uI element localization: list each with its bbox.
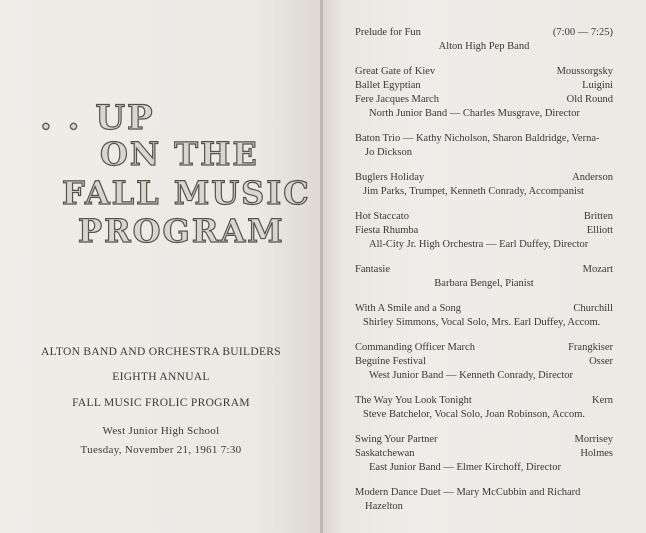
page-fold [320,0,323,533]
program-entry [355,486,613,514]
title-line-4: PROGRAM [78,212,285,250]
edition-label: EIGHTH ANNUAL [112,371,210,383]
performer: All-City Jr. High Orchestra — Earl Duffey, Director [369,239,589,250]
program-row [355,433,613,447]
performer: East Junior Band — Elmer Kirchoff, Director [369,462,561,473]
program-entry [355,65,613,121]
composer: Holmes [580,448,613,459]
composer: Churchill [573,303,613,314]
program-entry [355,341,613,383]
date-time: Tuesday, November 21, 1961 7:30 [80,444,242,456]
performer: Steve Batchelor, Vocal Solo, Joan Robinson, Accom. [363,409,586,420]
organization-name: ALTON BAND AND ORCHESTRA BUILDERS [41,346,281,358]
piece-title: Beguine Festival [355,356,426,367]
composer: Osser [589,356,613,367]
piece-title: Commanding Officer March [355,342,475,353]
composer: Frangkiser [568,342,613,353]
program-row [355,355,613,369]
program-row [355,263,613,277]
program-note-continuation: Jo Dickson [365,147,412,158]
title-line-1: . . UP [40,98,155,138]
composer: Britten [583,211,613,222]
piece-title: Hot Staccato [355,211,409,222]
piece-title: Swing Your Partner [355,434,438,445]
program-entry [355,433,613,475]
program-entry [355,171,613,199]
performer: Shirley Simmons, Vocal Solo, Mrs. Earl Duffey, Accom. [363,317,601,328]
program-entry [355,132,613,160]
program-note [355,486,613,514]
composer: Moussorgsky [556,66,613,77]
piece-title: Buglers Holiday [355,172,425,183]
program-row [355,341,613,355]
composer: Kern [592,395,613,406]
composer: Anderson [572,172,613,183]
program-entry [355,26,613,54]
program-row [355,65,613,79]
piece-title: Prelude for Fun [355,27,421,38]
venue: West Junior High School [102,425,220,437]
performer: North Junior Band — Charles Musgrave, Director [369,108,580,119]
program-entry [355,302,613,330]
piece-title: Great Gate of Kiev [355,66,436,77]
composer: (7:00 — 7:25) [552,27,613,38]
title-line-3: FALL MUSIC [62,174,311,212]
piece-title: Fantasie [355,264,390,275]
program-row [355,171,613,185]
piece-title: Ballet Egyptian [355,80,421,91]
piece-title: Fere Jacques March [355,94,439,105]
program-name: FALL MUSIC FROLIC PROGRAM [72,397,250,409]
program-row [355,224,613,238]
composer: Morrisey [574,434,613,445]
program-note-line: Modern Dance Duet — Mary McCubbin and Richard [355,487,581,498]
performer: Barbara Bengel, Pianist [434,278,534,289]
program-row [355,447,613,461]
program-note [355,132,613,160]
program-row [355,302,613,316]
program-entry [355,394,613,422]
performer: Alton High Pep Band [438,41,530,52]
piece-title: With A Smile and a Song [355,303,462,314]
performer: West Junior Band — Kenneth Conrady, Director [369,370,574,381]
program-row [355,210,613,224]
program-list [355,26,613,525]
composer: Elliott [586,225,613,236]
program-entry [355,210,613,252]
program-note-line: Baton Trio — Kathy Nicholson, Sharon Baldridge, Verna- [355,133,600,144]
composer: Luigini [582,80,613,91]
piece-title: Fiesta Rhumba [355,225,419,236]
program-entry [355,263,613,291]
title-line-2: ON THE [100,135,259,173]
program-row [355,79,613,93]
performer: Jim Parks, Trumpet, Kenneth Conrady, Accompanist [363,186,584,197]
composer: Old Round [566,94,613,105]
program-row [355,394,613,408]
program-note-continuation: Hazelton [365,501,403,512]
piece-title: Saskatchewan [355,448,415,459]
piece-title: The Way You Look Tonight [355,395,472,406]
program-row [355,93,613,107]
left-page [0,0,322,533]
program-row [355,26,613,40]
composer: Mozart [582,264,613,275]
